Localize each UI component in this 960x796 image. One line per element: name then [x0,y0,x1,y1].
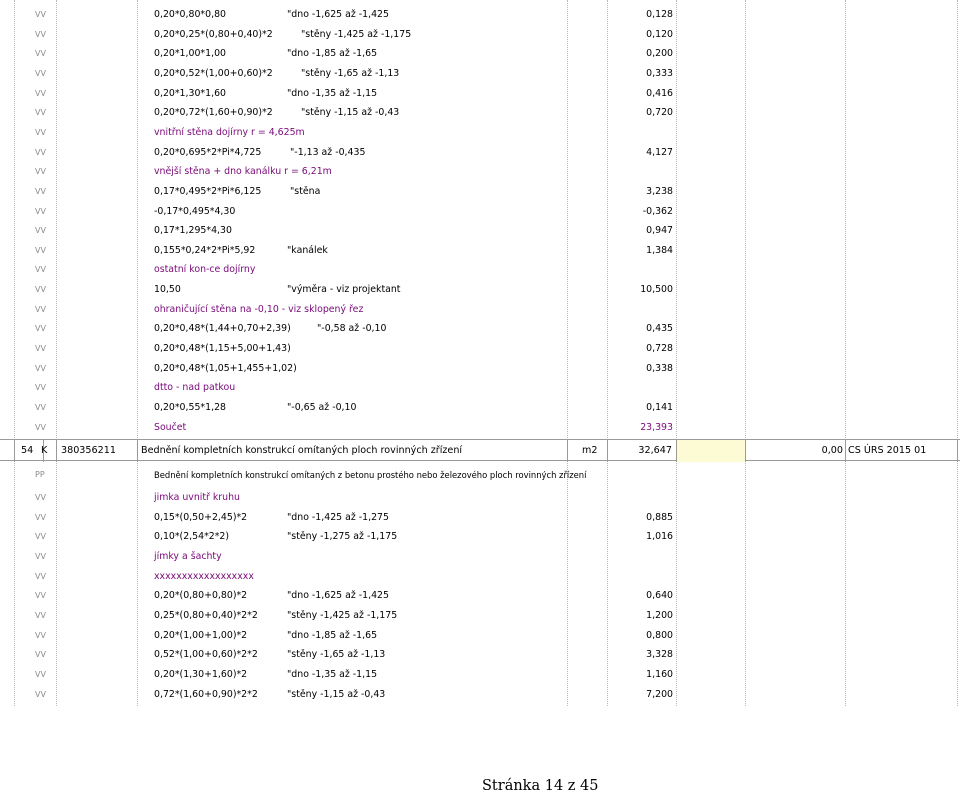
row-expression: 0,25*(0,80+0,40)*2*2 [154,609,258,621]
row-quantity: 0,338 [646,362,673,374]
row-type: VV [35,512,46,522]
measure-row [0,376,960,396]
row-type: VV [35,285,46,295]
row-expression: 0,20*0,55*1,28 [154,402,226,413]
section-label: xxxxxxxxxxxxxxxxxx [154,570,254,582]
measure-row [0,42,960,62]
row-note: "dno -1,85 až -1,65 [287,629,378,641]
row-type: VV [35,49,46,59]
row-quantity: 1,160 [646,668,673,680]
row-type: VV [35,422,46,432]
measure-row [0,565,960,585]
row-quantity: 0,128 [646,9,673,20]
row-quantity: 0,416 [646,87,673,99]
row-type: VV [35,186,46,196]
item-type: K [41,445,48,456]
measure-row [0,23,960,43]
row-quantity: -0,362 [642,205,673,217]
measure-row [0,624,960,644]
row-type: VV [35,324,46,334]
row-note: "dno -1,35 až -1,15 [287,87,378,99]
row-quantity: 1,384 [646,244,673,256]
row-quantity: 23,393 [640,421,673,433]
row-expression: 0,15*(0,50+2,45)*2 [154,511,248,523]
measure-row [0,82,960,102]
row-expression: 0,155*0,24*2*Pi*5,92 [154,244,256,256]
item-cell [138,440,568,462]
row-expression: 0,20*0,72*(1,60+0,90)*2 [154,107,273,119]
row-expression: 0,72*(1,60+0,90)*2*2 [154,688,258,700]
row-note: "výměra - viz projektant [287,284,401,296]
item-catalog: CS ÚRS 2015 01 [848,445,927,456]
row-type: VV [35,610,46,620]
row-expression: 0,52*(1,00+0,60)*2*2 [154,649,258,661]
row-type: VV [35,630,46,640]
row-type: VV [35,363,46,373]
row-type: VV [35,226,46,236]
row-type: VV [35,669,46,679]
row-expression: 0,20*0,695*2*Pi*4,725 [154,146,262,158]
row-type: VV [35,245,46,255]
row-quantity: 7,200 [646,688,673,700]
row-type: VV [35,650,46,660]
row-type: VV [35,147,46,157]
measure-row [0,180,960,200]
row-expression: 0,20*0,25*(0,80+0,40)*2 [154,28,273,40]
item-code: 380356211 [61,445,116,456]
row-expression: 10,50 [154,284,181,296]
row-type: VV [35,493,46,502]
row-expression: 0,20*(1,00+1,00)*2 [154,629,248,641]
row-type: VV [35,88,46,98]
measure-row [0,584,960,604]
measure-row [0,604,960,624]
section-label: Součet [154,421,187,433]
row-note: "dno -1,425 až -1,275 [287,511,389,523]
measure-row [0,396,960,416]
row-expression: 0,20*0,48*(1,44+0,70+2,39) [154,323,291,335]
row-expression: 0,20*0,52*(1,00+0,60)*2 [154,67,273,79]
row-note: "dno -1,35 až -1,15 [287,668,378,680]
measure-row [0,219,960,239]
row-type: VV [35,206,46,216]
item-number: 54 [21,445,34,456]
row-type: VV [35,108,46,118]
row-expression: 0,20*(1,30+1,60)*2 [154,668,248,680]
row-type: VV [35,571,46,581]
row-quantity: 0,120 [646,28,673,40]
item-quantity: 32,647 [638,445,672,456]
measure-row [0,506,960,526]
row-expression: 0,20*0,80*0,80 [154,9,226,20]
pp-row [0,463,960,483]
row-quantity: 0,141 [646,402,673,413]
section-label: jímky a šachty [154,550,222,562]
unit-price-input[interactable] [677,440,746,462]
measure-row [0,416,960,436]
row-quantity: 3,238 [646,185,673,197]
item-cell [846,440,958,462]
row-quantity: 0,885 [646,511,673,523]
row-note: "dno -1,85 až -1,65 [287,48,378,60]
section-label: jimka uvnitř kruhu [154,492,240,503]
row-type: VV [35,689,46,699]
row-note: "stěny -1,15 až -0,43 [301,107,400,119]
row-quantity: 0,435 [646,323,673,335]
row-note: "-0,58 až -0,10 [317,323,387,335]
measure-row [0,337,960,357]
row-expression: 0,20*1,30*1,60 [154,87,226,99]
row-expression: -0,17*0,495*4,30 [154,205,236,217]
page-number: Stránka 14 z 45 [482,778,599,794]
row-note: "stěny -1,15 až -0,43 [287,688,386,700]
item-unit: m2 [582,445,598,456]
row-quantity: 4,127 [646,146,673,158]
row-type: VV [35,532,46,542]
row-type: VV [35,127,46,137]
row-note: "stěny -1,425 až -1,175 [287,609,398,621]
measure-row [0,486,960,506]
row-type: VV [35,403,46,412]
row-note: "stěny -1,65 až -1,13 [287,649,386,661]
measure-row [0,663,960,683]
measure-row [0,258,960,278]
measure-row [0,683,960,703]
row-type: PP [35,470,45,479]
row-type: VV [35,68,46,78]
row-type: VV [35,344,46,354]
item-description: Bednění kompletních konstrukcí omítaných ploch rovinných zřízení [141,445,463,456]
row-type: VV [35,265,46,275]
section-label: vnější stěna + dno kanálku r = 6,21m [154,166,332,178]
row-quantity: 0,333 [646,67,673,79]
measure-row [0,3,960,23]
measure-row [0,525,960,545]
section-label: ostatní kon-ce dojírny [154,264,256,276]
row-type: VV [35,167,46,177]
section-label: vnitřní stěna dojírny r = 4,625m [154,126,305,138]
item-cell [41,440,57,462]
row-type: VV [35,591,46,601]
item-total: 0,00 [821,445,843,456]
row-note: "dno -1,625 až -1,425 [287,9,389,20]
row-quantity: 0,728 [646,343,673,355]
measure-row [0,200,960,220]
row-note: "stěny -1,65 až -1,13 [301,67,400,79]
measure-row [0,62,960,82]
row-note: "stěny -1,275 až -1,175 [287,531,398,543]
measure-row [0,278,960,298]
row-quantity: 1,016 [646,531,673,543]
row-expression: 0,17*0,495*2*Pi*6,125 [154,185,262,197]
row-expression: 0,20*1,00*1,00 [154,48,226,60]
row-note: "stěny -1,425 až -1,175 [301,28,412,40]
section-label: ohraničující stěna na -0,10 - viz sklopený řez [154,303,364,315]
row-quantity: 0,640 [646,590,673,602]
row-note: "stěna [290,185,321,197]
item-cell [568,440,608,462]
item-cell [14,440,44,462]
measure-row [0,121,960,141]
row-expression: 0,10*(2,54*2*2) [154,531,230,543]
item-row[interactable] [0,439,960,461]
row-type: VV [35,551,46,561]
row-note: "kanálek [287,244,328,256]
measure-row [0,317,960,337]
row-quantity: 3,328 [646,649,673,661]
measure-row [0,101,960,121]
row-quantity: 0,200 [646,48,673,60]
item-cell [746,440,846,462]
row-quantity: 10,500 [640,284,673,296]
measure-row [0,141,960,161]
measure-row [0,545,960,565]
row-type: VV [35,10,46,19]
row-type: VV [35,29,46,39]
row-quantity: 1,200 [646,609,673,621]
row-type: VV [35,304,46,314]
row-type: VV [35,383,46,393]
row-quantity: 0,720 [646,107,673,119]
item-cell [608,440,677,462]
row-note: "-1,13 až -0,435 [290,146,366,158]
row-quantity: 0,800 [646,629,673,641]
measure-row [0,239,960,259]
measure-row [0,160,960,180]
measure-row [0,357,960,377]
pp-text: Bednění kompletních konstrukcí omítaných z betonu prostého nebo železového ploch rovinných zřízení [154,470,587,480]
row-note: "-0,65 až -0,10 [287,402,357,413]
measure-row [0,298,960,318]
row-note: "dno -1,625 až -1,425 [287,590,389,602]
row-expression: 0,20*0,48*(1,05+1,455+1,02) [154,362,297,374]
row-expression: 0,20*0,48*(1,15+5,00+1,43) [154,343,291,355]
item-cell [57,440,138,462]
measure-row [0,643,960,663]
row-quantity: 0,947 [646,225,673,237]
row-expression: 0,17*1,295*4,30 [154,225,232,237]
row-expression: 0,20*(0,80+0,80)*2 [154,590,248,602]
section-label: dtto - nad patkou [154,382,236,394]
